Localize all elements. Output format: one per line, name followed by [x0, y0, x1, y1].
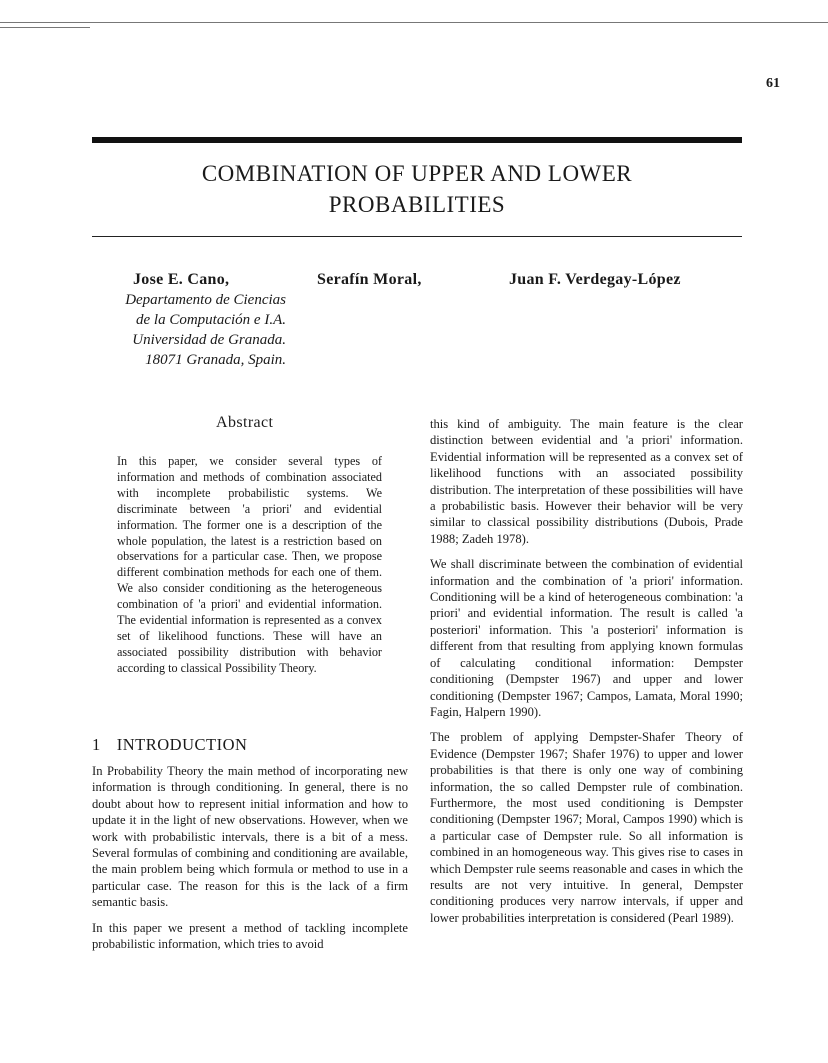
abstract-heading: Abstract — [216, 414, 274, 431]
affiliation — [96, 290, 286, 370]
intro-paragraph-1: In Probability Theory the main method of incorporating new information is through conditioning. In general, there is no doubt about how to represent initial information and how to update it in the light of new observations. However, when we work with probabilistic intervals, there is a bit of a mess. Several formulas of combining and conditioning are available, the main problem being which formula or method to use in a particular case. The reason for this is the lack of a firm semantic basis. — [92, 764, 408, 910]
section-title: INTRODUCTION — [116, 735, 248, 754]
right-paragraph-3: The problem of applying Dempster-Shafer Theory of Evidence (Dempster 1967; Shafer 1976) to upper and lower probabilities is that there is only one way of combining information, the so called Dempster rule of combination. Furthermore, the most used conditioning is Dempster conditioning (Dempster 1967; Moral, Campos 1990) which is a particular case of Dempster rule. So all information is combined in an homogeneous way. This gives rise to cases in which Dempster rule seems reasonable and cases in which the results are not very intuitive. In general, Dempster conditioning produces very narrow intervals, if upper and lower probabilities interpretation is considered (Pearl 1989). — [430, 730, 743, 925]
title-line-1: COMBINATION OF UPPER AND LOWER — [201, 161, 633, 186]
scan-edge-line-short — [0, 27, 90, 28]
title-line-2: PROBABILITIES — [328, 192, 506, 217]
section-number: 1 — [92, 735, 101, 754]
title-top-rule — [92, 137, 742, 143]
scan-edge-line-top — [0, 22, 828, 23]
right-paragraph-1: this kind of ambiguity. The main feature is the clear distinction between evidential and 'a priori' information. Evidential information will be represented as a convex set of likelihood functions with an associated possibility distribution. The interpretation of these possibilities will have a probabilistic basis. However their behavior will be very similar to classical possibility distributions (Dubois, Prade 1988; Zadeh 1978). — [430, 417, 743, 546]
left-column-body — [92, 763, 408, 961]
affiliation-line-3: Universidad de Granada. — [132, 332, 286, 348]
abstract-text: In this paper, we consider several types of information and methods of combination associated with incomplete probabilistic systems. We discriminate between 'a priori' and evidential information. The former one is a description of the whole population, the latest is a restriction based on observations for a particular case. Then, we propose different combination methods for each one of them. We also consider conditioning as the heterogeneous combination of 'a priori' and evidential information. The evidential information is represented as a convex set of likelihood functions. These will have an associated possibility distribution with behavior according to classical Possibility Theory. — [117, 454, 382, 675]
intro-paragraph-2: In this paper we present a method of tackling incomplete probabilistic information, which tries to avoid — [92, 920, 408, 952]
affiliation-line-2: de la Computación e I.A. — [136, 312, 286, 328]
right-column-body — [430, 416, 743, 935]
affiliation-line-1: Departamento de Ciencias — [125, 292, 286, 308]
affiliation-line-4: 18071 Granada, Spain. — [145, 352, 286, 368]
section-heading — [92, 735, 247, 755]
right-paragraph-2: We shall discriminate between the combination of evidential information and the combination of 'a priori' information. Conditioning will be a kind of heterogeneous combination: 'a priori' and evidential information. The result is called 'a posteriori' information. This 'a posteriori' information is different from that resulting from applying known formulas of calculating conditional information: Dempster conditioning (Dempster 1967) and upper and lower conditioning (Dempster 1967; Campos, Lamata, Moral 1990; Fagin, Halpern 1990). — [430, 557, 743, 719]
author-3: Juan F. Verdegay-López — [509, 271, 681, 288]
page-number: 61 — [766, 76, 780, 91]
author-2: Serafín Moral, — [317, 271, 422, 288]
author-1: Jose E. Cano, — [133, 271, 230, 288]
title-bottom-rule — [92, 236, 742, 237]
paper-title — [92, 158, 742, 220]
